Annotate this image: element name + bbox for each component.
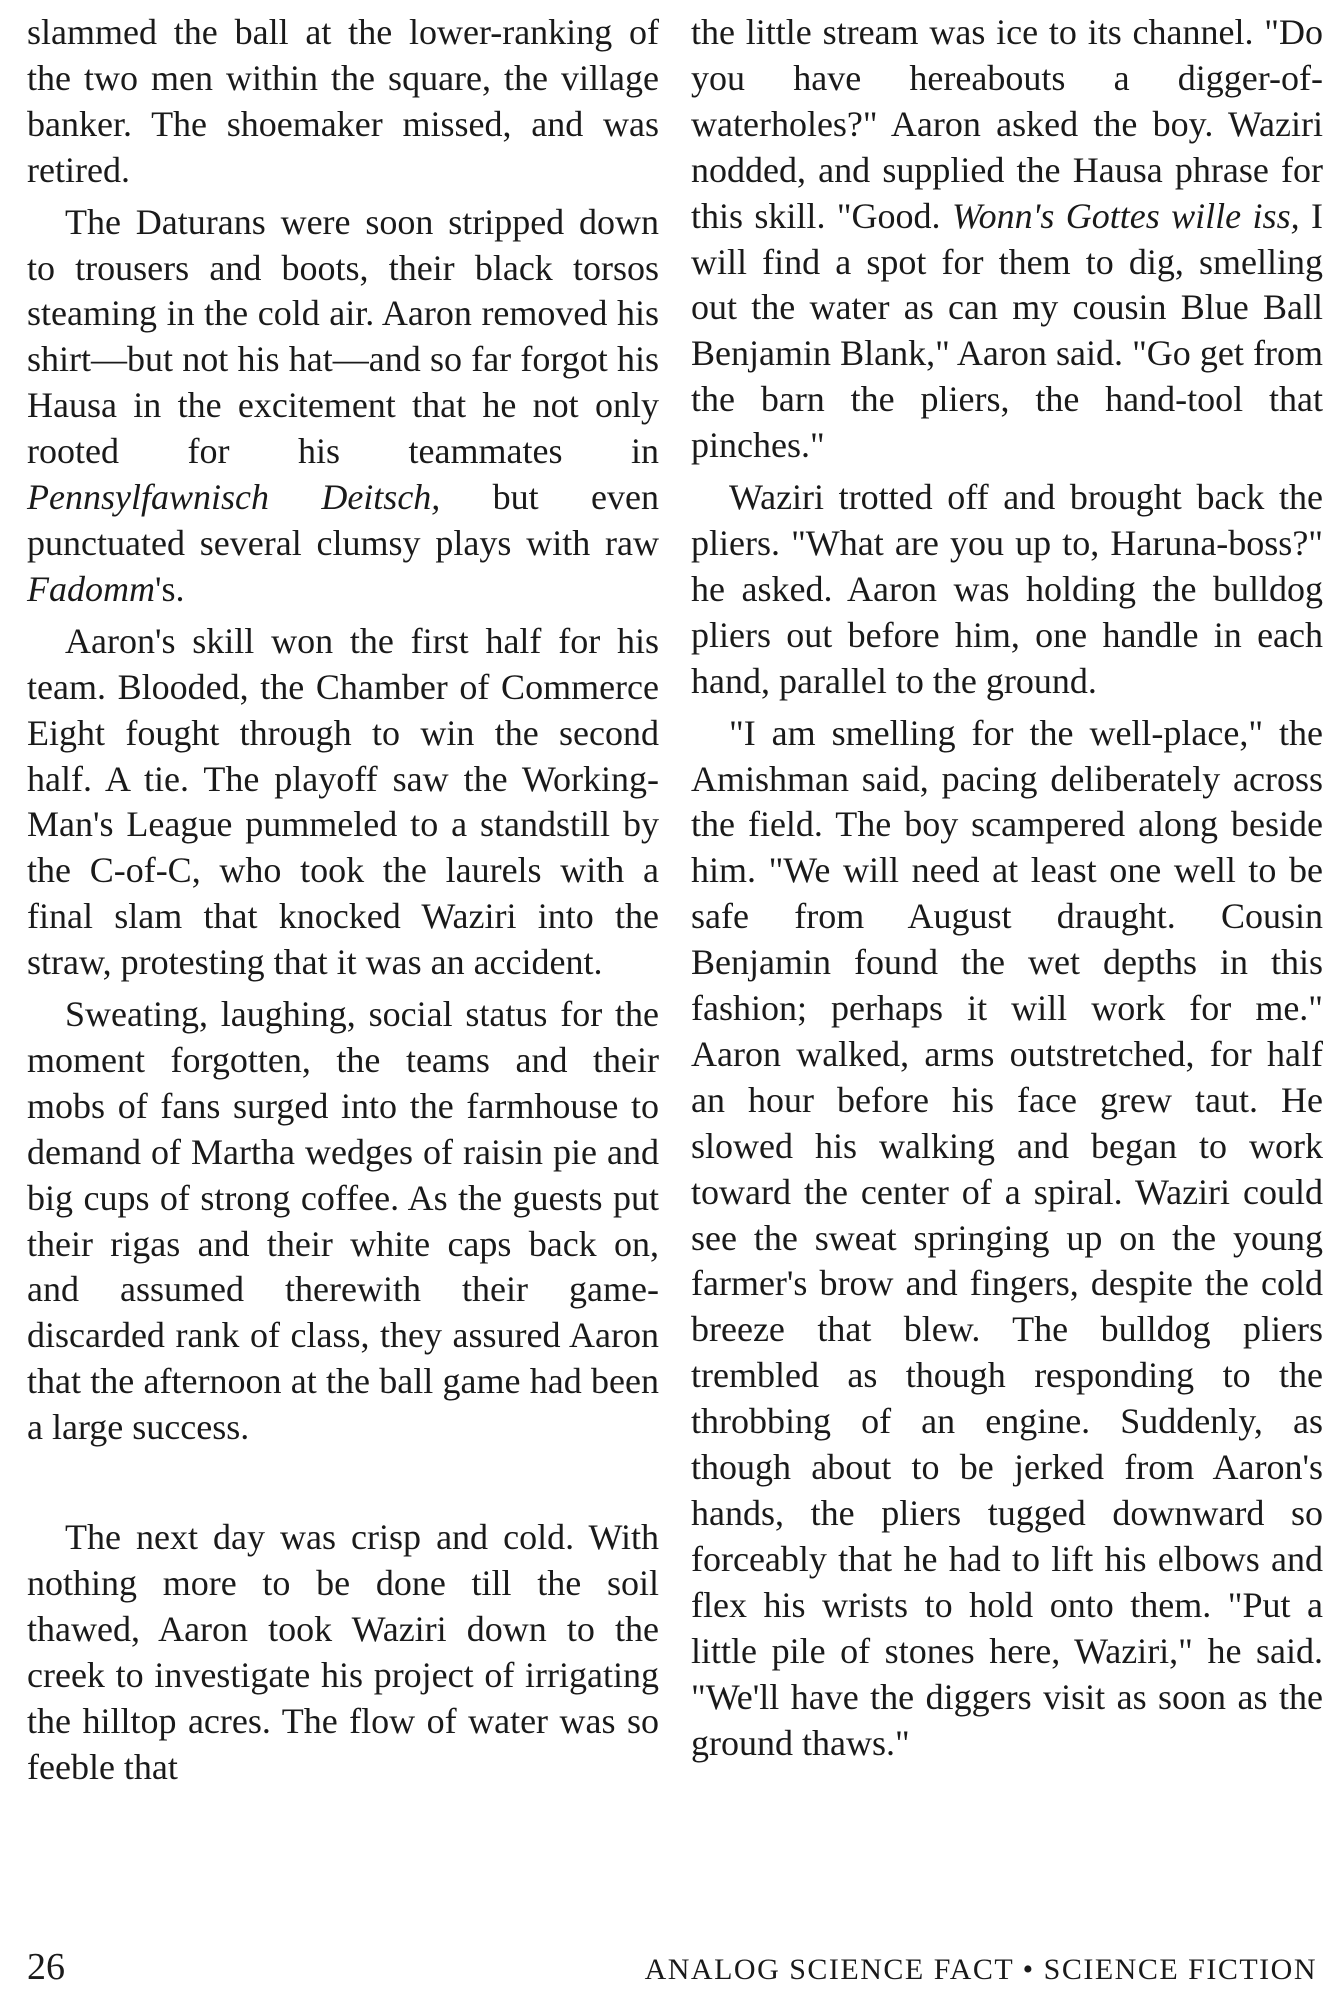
paragraph-text: the little stream was ice to its channel. "Do you have hereabouts a digger-of-waterholes?" Aaron asked the boy. Waziri nodded, and supplied the Hausa phrase for this skill. "Good. (691, 12, 1323, 236)
paragraph-text: The Daturans were soon stripped down to trousers and boots, their black torsos steaming in the cold air. Aaron removed his shirt—but not his hat—and so far forgot his Hausa in the excitement that he not only rooted for his teammates in (27, 201, 659, 472)
paragraph-first-half: Aaron's skill won the first half for his team. Blooded, the Chamber of Commerce Eight fought through to win the second half. A tie. The playoff saw the Working-Man's League pummeled to a standstill by the C-of-C, who took the laurels with a final slam that knocked Waziri into the straw, protesting that it was an accident. (27, 620, 659, 983)
paragraph-next-day: The next day was crisp and cold. With nothing more to be done till the soil thawed, Aaron took Waziri down to the creek to investigate his project of irrigating the hilltop acres. The flow of water was so feeble that (27, 1517, 659, 1787)
paragraph-text: but even punctuated several clumsy plays with raw (27, 477, 659, 563)
paragraph-text: 's. (155, 568, 185, 609)
paragraph-pliers: Waziri trotted off and brought back the pliers. "What are you up to, Haruna-boss?" he asked. Aaron was holding the bulldog pliers out before him, one handle in each hand, parallel to the ground. (691, 477, 1323, 701)
italic-phrase-gottes-wille: Wonn's Gottes wille iss, (951, 195, 1300, 236)
running-head: ANALOG SCIENCE FACT • SCIENCE FICTION (644, 1953, 1317, 1986)
left-column (27, 10, 659, 1791)
paragraph-daturans-stripped (27, 200, 659, 613)
italic-phrase-pennsylvania-dutch: Pennsylfawnisch Deitsch, (27, 477, 441, 518)
italic-word-fadomm: Fadomm (27, 568, 155, 609)
paragraph-ballgame-slam: slammed the ball at the lower-ranking of the two men within the square, the village banker. The shoemaker missed, and was retired. (27, 12, 659, 190)
paragraph-farmhouse: Sweating, laughing, social status for the moment forgotten, the teams and their mobs of fans surged into the farmhouse to demand of Martha wedges of raisin pie and big cups of strong coffee. As the guests put their rigas and their white caps back on, and assumed therewith their game-discarded rank of class, they assured Aaron that the afternoon at the ball game had been a large success. (27, 994, 659, 1448)
page-footer (27, 1945, 1317, 1991)
paragraph-stream-ice (691, 10, 1323, 469)
paragraph-text: I will find a spot for them to dig, smelling out the water as can my cousin Blue Ball Benjamin Blank," Aaron said. "Go get from the barn the pliers, the hand-tool that pinches." (691, 195, 1323, 466)
paragraph-well-place: "I am smelling for the well-place," the Amishman said, pacing deliberately across the field. The boy scampered along beside him. "We will need at least one well to be safe from August draught. Cousin Benjamin found the wet depths in this fashion; perhaps it will work for me." Aaron walked, arms outstretched, for half an hour before his face grew taut. He slowed his walking and began to work toward the center of a spiral. Waziri could see the sweat springing up on the young farmer's brow and fingers, despite the cold breeze that blew. The bulldog pliers trembled as though responding to the throbbing of an engine. Suddenly, as though about to be jerked from Aaron's hands, the pliers tugged downward so forceably that he had to lift his elbows and flex his wrists to hold onto them. "Put a little pile of stones here, Waziri," he said. "We'll have the diggers visit as soon as the ground thaws." (691, 712, 1323, 1763)
right-column (691, 10, 1323, 1766)
page-number: 26 (27, 1946, 65, 1988)
